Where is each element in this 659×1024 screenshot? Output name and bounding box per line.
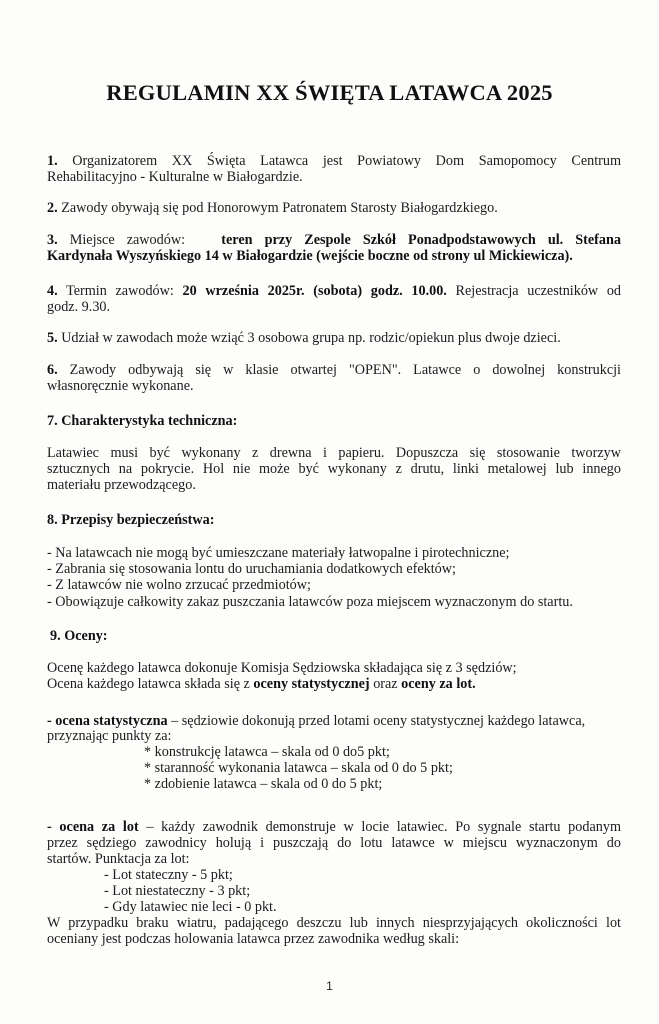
section-2: 2. Zawody obywają się pod Honorowym Patronatem Starosty Białogardzkiego. [47,200,498,216]
flight-assessment-line-2: przez sędziego zawodnicy holują i puszczają do lotu latawce w miejscu wyznaczonym do [47,835,621,851]
flight-assessment-line-3: startów. Punktacja za lot: [47,851,190,867]
document-title: REGULAMIN XX ŚWIĘTA LATAWCA 2025 [106,80,553,105]
flight-score: - Lot stateczny - 5 pkt; [104,867,233,883]
section-1-line-1: 1. Organizatorem XX Święta Latawca jest Powiatowy Dom Samopomocy Centrum [47,153,622,169]
section-4-line-1: 4. Termin zawodów: 20 września 2025r. (sobota) godz. 10.00. Rejestracja uczestników od [47,283,622,299]
page-number: 1 [326,979,333,993]
stat-criterion: * konstrukcję latawca – skala od 0 do5 pkt; [144,744,390,760]
flight-assessment-line-1: - ocena za lot – każdy zawodnik demonstruje w locie latawiec. Po sygnale startu podanym [47,819,621,835]
section-3-line-1: 3. Miejsce zawodów: teren przy Zespole Szkół Ponadpodstawowych ul. Stefana [47,232,621,248]
section-8-heading: 8. Przepisy bezpieczeństwa: [47,512,215,528]
section-3-line-2: Kardynała Wyszyńskiego 14 w Białogardzie (wejście boczne od strony ul Mickiewicza). [47,248,573,264]
section-6-line-2: własnoręcznie wykonane. [47,378,194,394]
section-4-line-2: godz. 9.30. [47,299,111,315]
safety-rule: - Obowiązuje całkowity zakaz puszczania latawców poza miejscem wyznaczonym do startu. [47,594,573,610]
section-6-line-1: 6. Zawody odbywają się w klasie otwartej "OPEN". Latawce o dowolnej konstrukcji [47,362,621,378]
flight-score: - Gdy latawiec nie leci - 0 pkt. [104,899,277,915]
closing-line-2: oceniany jest podczas holowania latawca przez zawodnika według skali: [47,931,460,947]
safety-rule: - Na latawcach nie mogą być umieszczane materiały łatwopalne i pirotechniczne; [47,545,510,561]
section-9-intro-2: Ocena każdego latawca składa się z oceny statystycznej oraz oceny za lot. [47,676,476,692]
safety-rule: - Z latawców nie wolno zrzucać przedmiotów; [47,577,311,593]
section-9-heading: 9. Oceny: [50,628,108,644]
section-7-heading: 7. Charakterystyka techniczna: [47,413,238,429]
closing-line-1: W przypadku braku wiatru, padającego deszczu lub innych niesprzyjających okoliczności lot [47,915,621,931]
section-7-line-3: materiału przewodzącego. [47,477,196,493]
stat-criterion: * zdobienie latawca – skala od 0 do 5 pkt; [144,776,383,792]
section-7-line-1: Latawiec musi być wykonany z drewna i papieru. Dopuszcza się stosowanie tworzyw [47,445,621,461]
stat-assessment-line-1: - ocena statystyczna – sędziowie dokonują przed lotami oceny statystycznej każdego latawca, [47,713,586,729]
section-9-intro-1: Ocenę każdego latawca dokonuje Komisja Sędziowska składająca się z 3 sędziów; [47,660,517,676]
safety-rule: - Zabrania się stosowania lontu do uruchamiania dodatkowych efektów; [47,561,456,577]
section-5: 5. Udział w zawodach może wziąć 3 osobowa grupa np. rodzic/opiekun plus dwoje dzieci. [47,330,561,346]
stat-criterion: * staranność wykonania latawca – skala od 0 do 5 pkt; [144,760,453,776]
flight-score: - Lot niestateczny - 3 pkt; [104,883,251,899]
stat-assessment-line-2: przyznając punkty za: [47,728,172,744]
section-1-line-2: Rehabilitacyjno - Kulturalne w Białogardzie. [47,169,303,185]
section-7-line-2: sztucznych na pokrycie. Hol nie może być wykonany z drutu, linki metalowej lub innego [47,461,621,477]
